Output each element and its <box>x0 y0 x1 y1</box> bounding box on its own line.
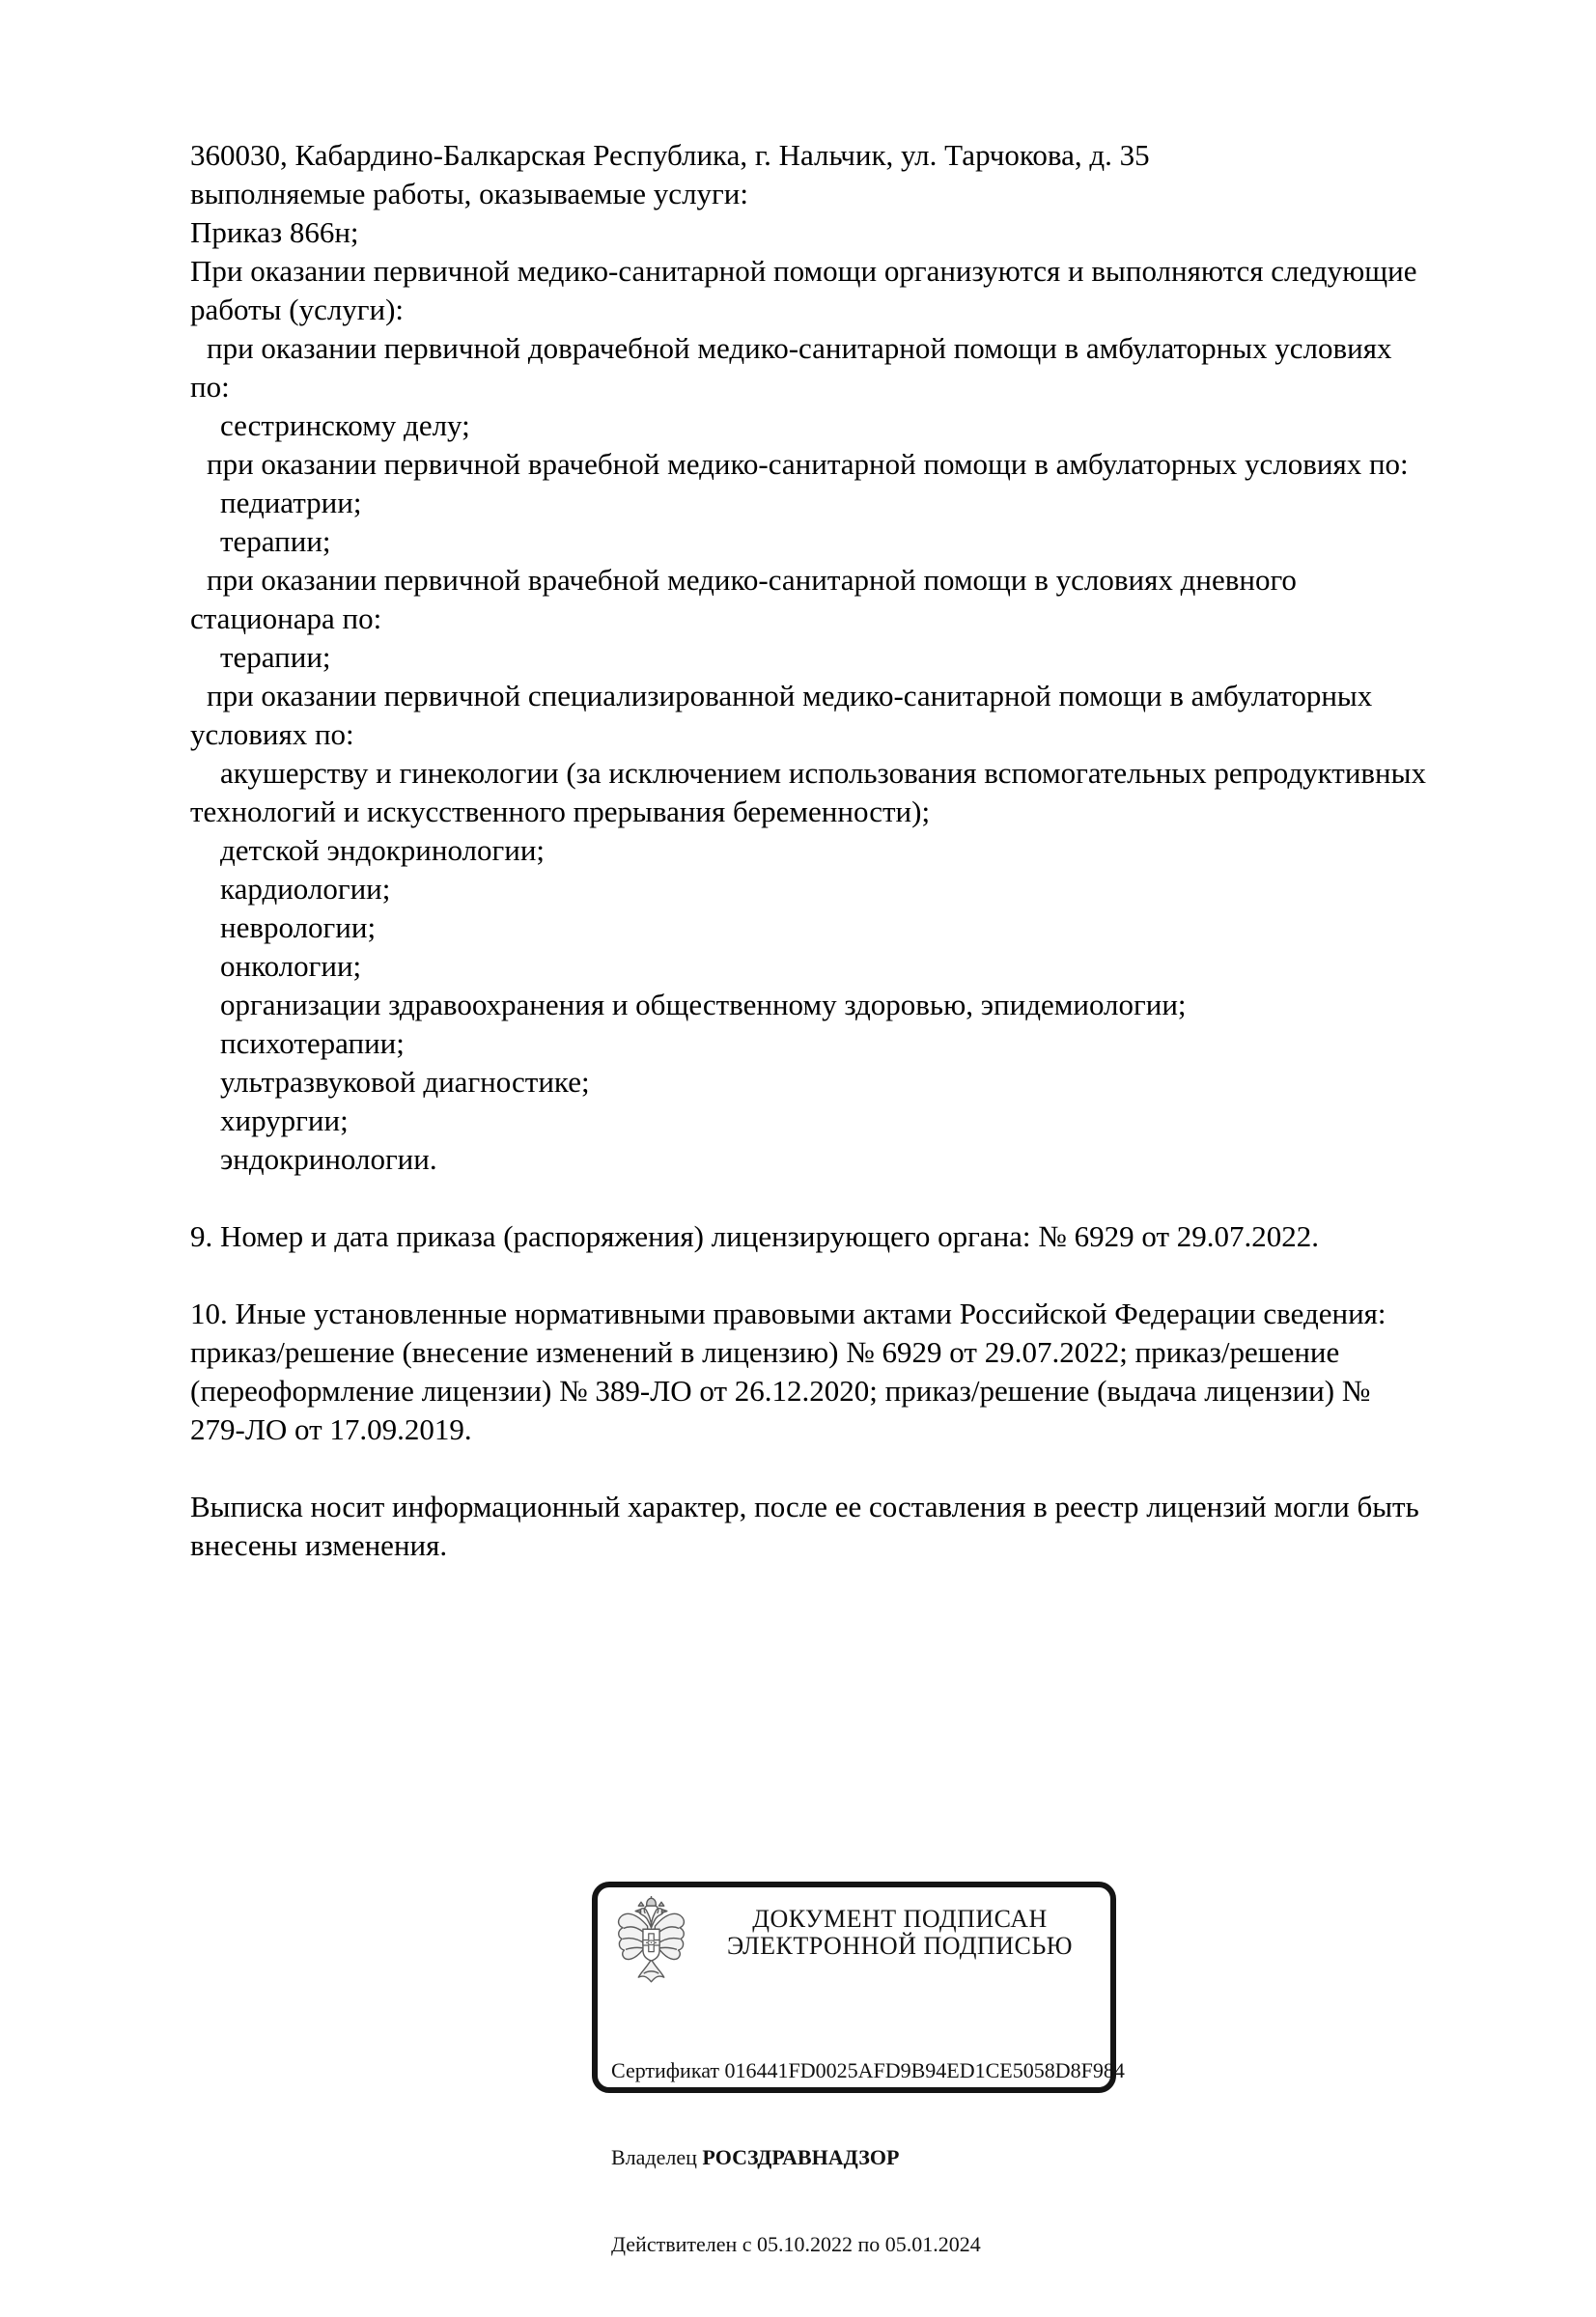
document-line: 9. Номер и дата приказа (распоряжения) лицензирующего органа: № 6929 от 29.07.2022. <box>190 1219 1319 1253</box>
document-line: при оказании первичной врачебной медико-санитарной помощи в условиях дневного <box>207 563 1297 597</box>
document-line: терапии; <box>220 524 331 558</box>
document-line: психотерапии; <box>220 1026 405 1060</box>
document-line: эндокринологии. <box>220 1142 437 1176</box>
document-line: неврологии; <box>220 910 377 944</box>
document-line: внесены изменения. <box>190 1528 448 1562</box>
document-line: Приказ 866н; <box>190 215 359 249</box>
stamp-title-line2: ЭЛЕКТРОННОЙ ПОДПИСЬЮ <box>727 1932 1073 1960</box>
validity-line: Действителен с 05.10.2022 по 05.01.2024 <box>611 2232 981 2256</box>
document-line: 279-ЛО от 17.09.2019. <box>190 1412 472 1446</box>
document-line: акушерству и гинекологии (за исключением использования вспомогательных репродуктивных <box>220 756 1426 790</box>
document-line: работы (услуги): <box>190 293 405 326</box>
document-line: Выписка носит информационный характер, после ее составления в реестр лицензий могли быть <box>190 1490 1419 1523</box>
stamp-title <box>692 1906 1107 1960</box>
document-body <box>190 136 1590 1565</box>
document-line: онкологии; <box>220 949 362 983</box>
document-line: выполняемые работы, оказываемые услуги: <box>190 177 748 210</box>
document-line: 360030, Кабардино-Балкарская Республика, г. Нальчик, ул. Тарчокова, д. 35 <box>190 138 1150 172</box>
document-line <box>190 1449 1590 1488</box>
certificate-line <box>611 2056 1125 2085</box>
document-line: кардиологии; <box>220 872 391 906</box>
electronic-signature-stamp <box>592 1882 1125 2256</box>
document-line: стационара по: <box>190 601 382 635</box>
document-line: при оказании первичной врачебной медико-санитарной помощи в амбулаторных условиях по: <box>207 447 1409 481</box>
document-line: педиатрии; <box>220 486 362 519</box>
document-line <box>190 1179 1590 1217</box>
document-line: организации здравоохранения и общественному здоровью, эпидемиологии; <box>220 988 1187 1021</box>
stamp-title-line1: ДОКУМЕНТ ПОДПИСАН <box>752 1905 1048 1933</box>
document-line: сестринскому делу; <box>220 408 470 442</box>
certificate-value: 016441FD0025AFD9B94ED1CE5058D8F984 <box>724 2058 1125 2082</box>
owner-line <box>611 2143 1125 2172</box>
roszdravnadzor-eagle-icon <box>613 1896 689 1988</box>
owner-value: РОСЗДРАВНАДЗОР <box>702 2145 900 2169</box>
document-line: при оказании первичной специализированной медико-санитарной помощи в амбулаторных <box>207 679 1373 712</box>
certificate-label: Сертификат <box>611 2058 725 2082</box>
document-line: ультразвуковой диагностике; <box>220 1065 590 1099</box>
document-line: приказ/решение (внесение изменений в лицензию) № 6929 от 29.07.2022; приказ/решение <box>190 1335 1340 1369</box>
document-line: при оказании первичной доврачебной медико-санитарной помощи в амбулаторных условиях <box>207 331 1392 365</box>
document-line: технологий и искусственного прерывания беременности); <box>190 795 931 828</box>
document-line: по: <box>190 370 230 404</box>
document-line <box>190 1256 1590 1295</box>
document-line: хирургии; <box>220 1103 349 1137</box>
document-line: терапии; <box>220 640 331 674</box>
document-line: (переоформление лицензии) № 389-ЛО от 26.12.2020; приказ/решение (выдача лицензии) № <box>190 1374 1371 1408</box>
document-line: условиях по: <box>190 717 354 751</box>
stamp-details <box>611 1998 1125 2317</box>
document-line: При оказании первичной медико-санитарной помощи организуются и выполняются следующие <box>190 254 1417 288</box>
document-line: 10. Иные установленные нормативными правовыми актами Российской Федерации сведения: <box>190 1297 1386 1330</box>
document-line: детской эндокринологии; <box>220 833 546 867</box>
owner-label: Владелец <box>611 2145 703 2169</box>
